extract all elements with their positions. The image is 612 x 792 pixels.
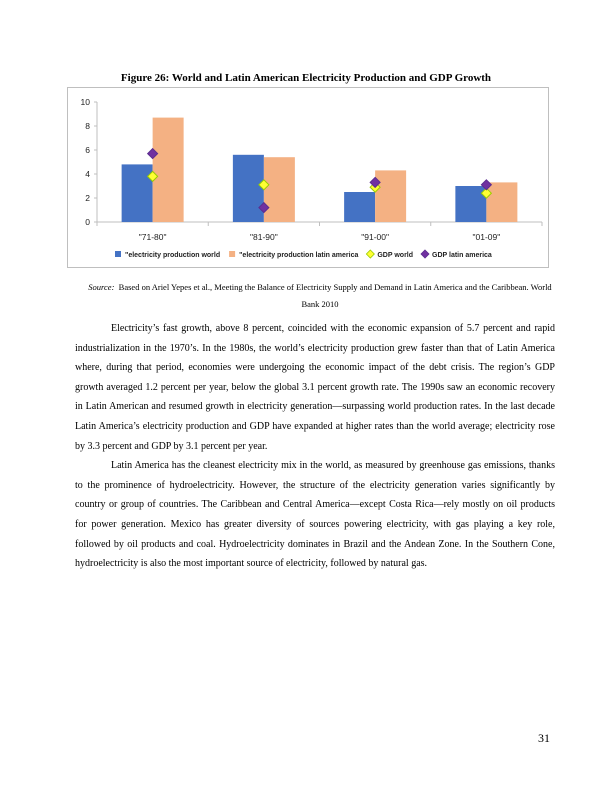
body-text bbox=[75, 319, 555, 574]
legend-swatch bbox=[421, 250, 429, 258]
y-tick-label: 8 bbox=[85, 121, 90, 131]
bar bbox=[122, 164, 153, 222]
bar bbox=[486, 182, 517, 222]
x-tick-label: "71-80" bbox=[138, 232, 167, 242]
source-text: Based on Ariel Yepes et al., Meeting the Balance of Electricity Supply and Demand in Latin America and the Caribbean. World Bank 2010 bbox=[118, 282, 552, 309]
paragraph: Latin America has the cleanest electricity mix in the world, as measured by greenhouse gas emissions, thanks to the prominence of hydroelectricity. However, the structure of the electricity generation varies significantly by country or group of countries. The Caribbean and Central America—except Costa Rica—rely mostly on oil products for power generation. Mexico has greater diversity of sources powering electricity, with gas playing a key role, followed by oil products and coal. Hydroelectricity dominates in Brazil and the Andean Zone. In the Southern Cone, hydroelectricity is also the most important source of electricity, followed by natural gas. bbox=[75, 460, 555, 570]
source-label: Source: bbox=[88, 282, 115, 292]
legend-label: "electricity production latin america bbox=[239, 252, 359, 259]
chart-container bbox=[67, 87, 549, 268]
legend-label: GDP latin america bbox=[432, 252, 492, 259]
y-tick-label: 4 bbox=[85, 169, 90, 179]
y-tick-label: 10 bbox=[80, 97, 90, 107]
chart-svg bbox=[68, 88, 550, 269]
x-tick-label: "91-00" bbox=[361, 232, 390, 242]
x-tick-label: "01-09" bbox=[472, 232, 501, 242]
legend-swatch bbox=[366, 250, 374, 258]
x-tick-label: "81-90" bbox=[249, 232, 278, 242]
paragraph: Electricity’s fast growth, above 8 percent, coincided with the economic expansion of 5.7 percent and rapid industrialization in the 1970’s. In the 1980s, the world’s electricity production grew faster than that of Latin America where, during that period, economies were undergoing the economic impact of the debt crisis. The region’s GDP growth averaged 1.2 percent per year, below the global 3.1 percent growth rate. The 1990s saw an economic recovery in Latin American and resumed growth in electricity generation—surpassing world production rates. In the last decade Latin America’s electricity production and GDP have expanded at higher rates than the world average; electricity rose by 3.3 percent and GDP by 3.1 percent per year. bbox=[75, 323, 555, 452]
page-number: 31 bbox=[538, 731, 550, 745]
figure-source bbox=[80, 279, 560, 313]
legend-label: GDP world bbox=[377, 252, 414, 259]
bar bbox=[233, 155, 264, 222]
legend-swatch bbox=[229, 251, 235, 257]
bar bbox=[455, 186, 486, 222]
y-tick-label: 6 bbox=[85, 145, 90, 155]
y-tick-label: 0 bbox=[85, 217, 90, 227]
figure-title: Figure 26: World and Latin American Electricity Production and GDP Growth bbox=[120, 72, 492, 84]
y-tick-label: 2 bbox=[85, 193, 90, 203]
legend-label: "electricity production world bbox=[125, 252, 221, 259]
bar bbox=[375, 170, 406, 222]
bar bbox=[153, 118, 184, 222]
bar bbox=[264, 157, 295, 222]
bar bbox=[344, 192, 375, 222]
legend-swatch bbox=[115, 251, 121, 257]
